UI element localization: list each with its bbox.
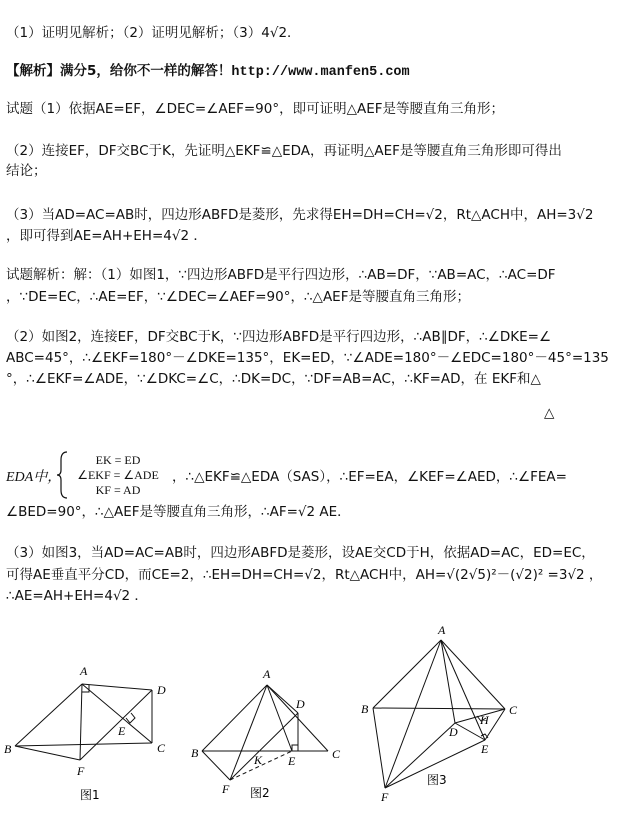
fig1-segment-bc [15,743,152,746]
system-prefix: EDA中， [6,470,62,485]
fig2-right-angle-e [292,745,298,751]
hint-step-2-line-a: （2）连接EF，DF交BC于K，先证明△EKF≌△EDA，再证明△AEF是等腰直角三角形即可得出 [6,143,562,159]
fig3-segment-bc [373,708,505,709]
fig1-label-e: E [118,724,126,738]
fig1-label-c: C [157,741,166,755]
solution-3-line-c: ∴AE=AH+EH=4√2 ． [6,588,148,604]
solution-2-stray-triangle: △ [544,405,555,421]
fig1-segment-ad [82,684,152,690]
solution-2-line-e: ∠BED=90°，∴△AEF是等腰直角三角形，∴AF=√2 AE． [6,504,351,520]
hint-step-1: 试题（1）依据AE=EF，∠DEC=∠AEF=90°，即可证明△AEF是等腰直角三角形； [6,101,505,117]
hint-step-3-line-a: （3）当AD=AC=AB时，四边形ABFD是菱形，先求得EH=DH=CH=√2，Rt△ACH中，AH=3√2 [6,207,594,223]
solution-2-system-line [6,468,61,487]
solution-1-line-a: 试题解析：解：（1）如图1，∵四边形ABFD是平行四边形，∴AB=DF，∵AB=AC，∴AC=DF [6,267,556,283]
fig1-segment-ab [15,684,82,746]
equation-system [56,450,168,500]
fig3-label-c: C [509,703,518,717]
system-eq-1: EK = ED [95,453,141,467]
solution-3-line-b: 可得AE垂直平分CD，而CE=2，∴EH=DH=CH=√2，Rt△ACH中，AH=√(2√5)²－(√2)² =3√2 ， [6,567,603,583]
fig2-segment-ae [267,685,292,751]
solution-2-line-c: °，∴∠EKF=∠ADE，∵∠DKC=∠C，∴DK=DC，∵DF=AB=AC，∴KF=AD，在 EKF和△ [6,371,541,387]
fig3-label-f: F [381,790,389,804]
fig1-segment-ac [82,684,152,743]
analysis-tag: 【解析】 [6,63,60,79]
fig1-label-b: B [4,742,12,756]
fig1-segment-af [80,684,82,760]
solution-1-line-b: ，∵DE=EC，∴AE=EF，∵∠DEC=∠AEF=90°，∴△AEF是等腰直角三角形； [6,289,470,305]
solution-3-line-a: （3）如图3，当AD=AC=AB时，四边形ABFD是菱形，设AE交CD于H，依据AD=AC，ED=EC， [6,545,595,561]
figure-3 [355,620,535,805]
fig2-label-k: K [254,753,263,767]
fig2-label-e: E [288,754,296,768]
fig2-label-f: F [222,782,230,796]
fig3-label-b: B [361,702,369,716]
fig1-label-a: A [80,664,88,678]
system-suffix: ，∴△EKF≌△EDA（SAS），∴EF=EA，∠KEF=∠AED，∴∠FEA= [172,469,567,485]
solution-2-line-a: （2）如图2，连接EF，DF交BC于K，∵四边形ABFD是平行四边形，∴AB∥DF，∴∠DKE=∠ [6,329,552,345]
fig2-caption: 图2 [250,786,270,800]
left-brace-icon [56,450,70,500]
fig2-segment-bf [202,751,230,780]
promo-text: 满分5，给你不一样的解答！ [60,63,232,79]
fig3-label-e: E [481,742,489,756]
fig2-label-a: A [263,667,271,681]
fig2-segment-ad [267,685,298,713]
fig1-label-f: F [77,764,85,778]
figure-2 [190,665,360,810]
fig2-segment-ab [202,685,267,751]
fig3-segment-bf [373,708,385,788]
system-eq-3: KF = AD [95,483,141,497]
solution-2-line-b: ABC=45°，∴∠EKF=180°－∠DKE=135°，EK=ED，∵∠ADE=180°－∠EDC=180°－45°=135 [6,350,609,366]
system-eq-2: ∠EKF = ∠ADE [77,468,159,482]
fig3-caption: 图3 [427,773,447,787]
answer-line: （1）证明见解析；（2）证明见解析；（3）4√2． [6,25,301,41]
fig3-label-d: D [449,725,458,739]
analysis-header [6,62,410,82]
figure-1 [0,655,180,815]
fig1-label-d: D [157,683,166,697]
hint-step-2-line-b: 结论； [6,163,47,179]
fig3-label-a: A [438,623,446,637]
fig3-label-h: H [480,713,489,727]
hint-step-3-line-b: ，即可得到AE=AH+EH=4√2 ． [6,228,207,244]
fig1-segment-bf [15,746,80,760]
fig3-segment-ab [373,640,441,708]
site-url[interactable]: http://www.manfen5.com [231,65,410,80]
fig2-segment-fd [230,713,298,780]
fig2-label-c: C [332,747,341,761]
fig2-label-b: B [191,746,199,760]
fig3-segment-ae [441,640,485,740]
fig2-label-d: D [296,697,305,711]
fig1-caption: 图1 [80,788,100,802]
fig1-segment-fd [80,690,152,760]
fig3-right-angle-e [481,734,488,738]
fig3-segment-af [385,640,441,788]
